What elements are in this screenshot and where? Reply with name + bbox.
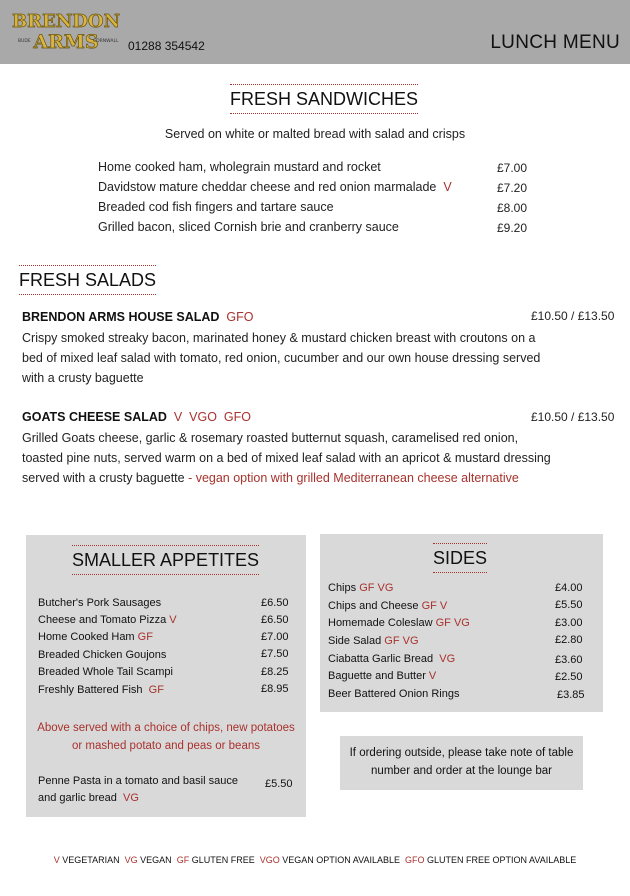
side-price: £5.50 [555, 599, 583, 611]
side-item: Homemade Coleslaw GF VG [328, 617, 470, 629]
salad-name: BRENDON ARMS HOUSE SALAD GFO [22, 310, 254, 324]
side-price: £2.80 [555, 634, 583, 646]
side-item: Chips and Cheese GF V [328, 600, 448, 612]
salad-description: Grilled Goats cheese, garlic & rosemary roasted butternut squash, caramelised red onion, toasted pine nuts, served warm on a bed of mixed leaf salad with an apricot & mustard dressing served with a crusty baguette - vegan option with grilled Mediterranean cheese alternative [22, 431, 551, 485]
pasta-item: Penne Pasta in a tomato and basil sauce and garlic bread VG [38, 775, 238, 804]
side-item: Ciabatta Garlic Bread VG [328, 653, 456, 665]
smaller-price: £7.50 [261, 648, 289, 660]
smaller-price: £6.50 [261, 614, 289, 626]
sandwich-price: £7.20 [497, 181, 528, 195]
sandwich-item: Grilled bacon, sliced Cornish brie and cranberry sauce [98, 220, 399, 234]
side-item: Side Salad GF VG [328, 635, 419, 647]
sandwiches-title: FRESH SANDWICHES [230, 84, 418, 114]
dietary-legend: V VEGETARIAN VG VEGAN GF GLUTEN FREE VGO VEGAN OPTION AVAILABLE GFO GLUTEN FREE OPTION AVAILABLE [53, 855, 577, 865]
sandwich-item: Davidstow mature cheddar cheese and red onion marmalade V [98, 180, 452, 194]
salads-title: FRESH SALADS [19, 265, 156, 295]
logo-line1: BRENDON [12, 11, 120, 32]
smaller-appetites-box [26, 535, 306, 817]
brendon-arms-logo [12, 8, 120, 56]
salad-description: Crispy smoked streaky bacon, marinated honey & mustard chicken breast with croutons on a bed of mixed leaf salad with tomato, red onion, cucumber and our own house dressing served with a crusty baguette [22, 331, 541, 385]
side-price: £2.50 [555, 671, 583, 683]
sandwich-price: £7.00 [497, 161, 528, 175]
header-bar [0, 0, 630, 64]
sandwich-price: £9.20 [497, 221, 528, 235]
side-price: £3.85 [557, 689, 585, 701]
served-with-note: Above served with a choice of chips, new potatoes or mashed potato and peas or beans [37, 722, 295, 752]
smaller-item: Breaded Whole Tail Scampi [38, 666, 173, 678]
sandwiches-subtitle: Served on white or malted bread with salad and crisps [164, 127, 466, 141]
logo-small-right: CORNWALL [93, 39, 119, 44]
salad-name: GOATS CHEESE SALAD V VGO GFO [22, 410, 251, 424]
smaller-item: Freshly Battered Fish GF [38, 684, 164, 696]
pasta-price: £5.50 [265, 778, 293, 790]
sides-title: SIDES [433, 543, 487, 573]
smaller-item: Breaded Chicken Goujons [38, 649, 167, 661]
side-price: £3.00 [555, 617, 583, 629]
ordering-note: If ordering outside, please take note of table number and order at the lounge bar [340, 736, 583, 790]
salad-price: £10.50 / £13.50 [531, 410, 615, 424]
logo-line2: ARMS [33, 31, 99, 53]
sandwich-item: Home cooked ham, wholegrain mustard and rocket [98, 160, 381, 174]
smaller-price: £7.00 [261, 631, 289, 643]
smaller-item: Cheese and Tomato Pizza V [38, 614, 177, 626]
menu-title: LUNCH MENU [490, 32, 620, 53]
logo-small-left: BUDE [18, 39, 31, 44]
side-item: Chips GF VG [328, 582, 394, 594]
salad-price: £10.50 / £13.50 [531, 309, 615, 323]
smaller-item: Butcher's Pork Sausages [38, 597, 162, 609]
phone-number: 01288 354542 [128, 39, 205, 53]
sandwich-price: £8.00 [497, 201, 528, 215]
sides-box [320, 534, 603, 712]
smaller-item: Home Cooked Ham GF [38, 631, 153, 643]
side-item: Beer Battered Onion Rings [328, 688, 460, 700]
smaller-price: £8.25 [261, 666, 289, 678]
smaller-appetites-title: SMALLER APPETITES [72, 545, 259, 575]
side-item: Baguette and Butter V [328, 670, 437, 682]
smaller-price: £6.50 [261, 597, 289, 609]
sandwich-item: Breaded cod fish fingers and tartare sauce [98, 200, 334, 214]
side-price: £3.60 [555, 654, 583, 666]
side-price: £4.00 [555, 582, 583, 594]
smaller-price: £8.95 [261, 683, 289, 695]
